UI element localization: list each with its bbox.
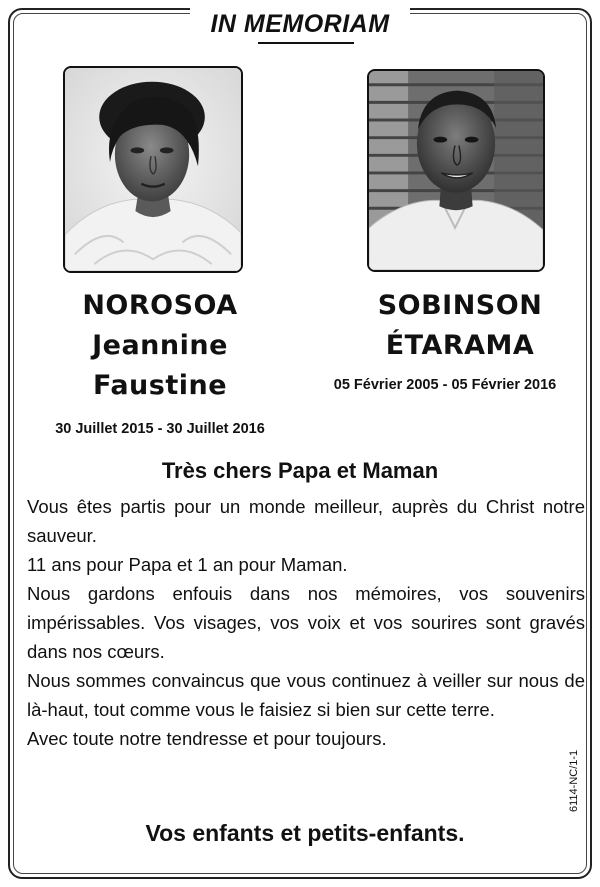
message-paragraph-3: Nous gardons enfouis dans nos mémoires, vos souvenirs impérissables. Vos visages, vos voix et vos sourires sont gravés dans nos cœurs. bbox=[27, 583, 585, 662]
right-name-line-1: SOBINSON bbox=[377, 290, 543, 321]
left-name-line-3: Faustine bbox=[92, 370, 228, 401]
title-underline bbox=[258, 42, 354, 44]
message-body bbox=[27, 492, 585, 753]
portrait-man-illustration bbox=[369, 71, 543, 270]
signature: Vos enfants et petits-enfants. bbox=[145, 820, 465, 846]
portrait-woman-illustration bbox=[65, 68, 241, 271]
message-paragraph-2: 11 ans pour Papa et 1 an pour Maman. bbox=[27, 554, 348, 575]
page-title: IN MEMORIAM bbox=[210, 10, 390, 38]
portrait-photo-man bbox=[367, 69, 545, 272]
message-paragraph-5: Avec toute notre tendresse et pour toujours. bbox=[27, 728, 387, 749]
left-name-line-2: Jeannine bbox=[92, 330, 228, 361]
message-paragraph-4: Nous sommes convaincus que vous continuez à veiller sur nous de là-haut, tout comme vous le faisiez si bien sur cette terre. bbox=[27, 670, 585, 720]
portrait-photo-woman bbox=[63, 66, 243, 273]
left-name-line-1: NOROSOA bbox=[82, 290, 238, 321]
right-person-name bbox=[330, 286, 590, 366]
reference-code: 6114-NC/1-1 bbox=[568, 749, 580, 812]
left-person-name bbox=[40, 286, 280, 406]
right-person-dates: 05 Février 2005 - 05 Février 2016 bbox=[333, 377, 557, 393]
message-heading: Très chers Papa et Maman bbox=[161, 458, 439, 483]
left-person-dates: 30 Juillet 2015 - 30 Juillet 2016 bbox=[55, 421, 265, 437]
message-paragraph-1: Vous êtes partis pour un monde meilleur, auprès du Christ notre sauveur. bbox=[27, 496, 585, 546]
right-name-line-2: ÉTARAMA bbox=[385, 330, 535, 361]
